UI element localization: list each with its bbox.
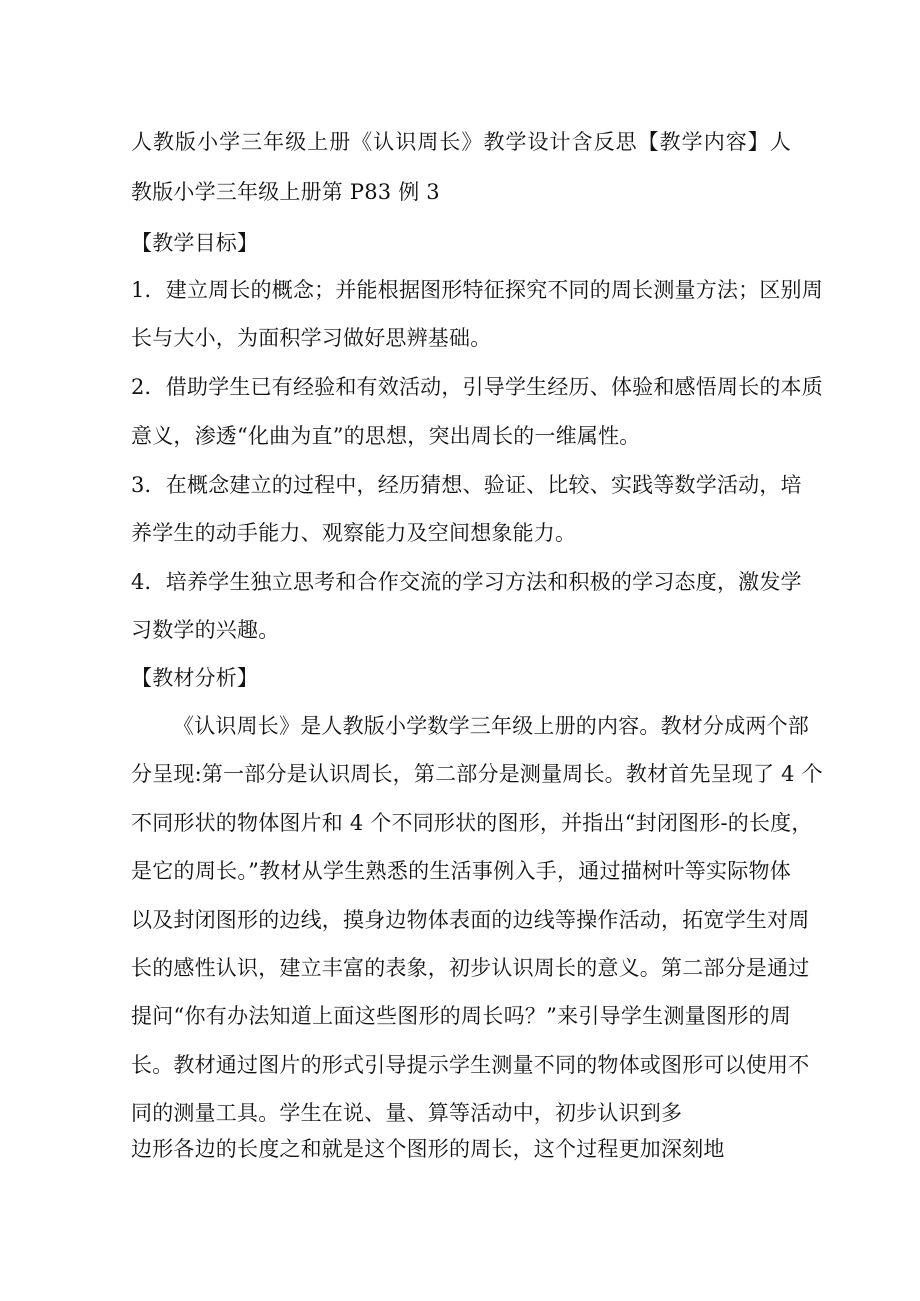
- objective-4-line-2: 习数学的兴趣。: [131, 618, 280, 642]
- objective-3-line-1: 3．在概念建立的过程中，经历猜想、验证、比较、实践等数学活动，培: [131, 473, 802, 497]
- analysis-line-4: 是它的周长。”教材从学生熟悉的生活事例入手，通过描树叶等实际物体: [131, 859, 791, 883]
- title-line-1: 人教版小学三年级上册《认识周长》教学设计含反思【教学内容】人: [131, 130, 791, 154]
- objective-3-line-2: 养学生的动手能力、观察能力及空间想象能力。: [131, 521, 577, 545]
- analysis-line-5: 以及封闭图形的边线，摸身边物体表面的边线等操作活动，拓宽学生对周: [131, 908, 810, 932]
- section-heading-objectives: 【教学目标】: [131, 231, 259, 255]
- objective-1-line-2: 长与大小，为面积学习做好思辨基础。: [131, 326, 492, 350]
- analysis-line-10: 边形各边的长度之和就是这个图形的周长，这个过程更加深刻地: [131, 1137, 725, 1161]
- objective-2-line-1: 2．借助学生已有经验和有效活动，引导学生经历、体验和感悟周长的本质: [131, 375, 823, 399]
- objective-2-line-2: 意义，渗透“化曲为直”的思想，突出周长的一维属性。: [131, 424, 641, 448]
- analysis-line-1: 《认识周长》是人教版小学数学三年级上册的内容。教材分成两个部: [173, 714, 809, 738]
- section-heading-analysis: 【教材分析】: [131, 666, 259, 690]
- objective-1-line-1: 1．建立周长的概念；并能根据图形特征探究不同的周长测量方法；区别周: [131, 278, 823, 302]
- objective-4-line-1: 4．培养学生独立思考和合作交流的学习方法和积极的学习态度，激发学: [131, 570, 802, 594]
- analysis-line-7: 提问“你有办法知道上面这些图形的周长吗？”来引导学生测量图形的周: [131, 1004, 791, 1028]
- analysis-line-8: 长。教材通过图片的形式引导提示学生测量不同的物体或图形可以使用不: [131, 1053, 810, 1077]
- analysis-line-2: 分呈现:第一部分是认识周长，第二部分是测量周长。教材首先呈现了 4 个: [131, 762, 823, 786]
- analysis-line-9: 同的测量工具。学生在说、量、算等活动中，初步认识到多: [131, 1101, 683, 1125]
- title-line-2: 教版小学三年级上册第 P83 例 3: [131, 180, 440, 204]
- analysis-line-6: 长的感性认识，建立丰富的表象，初步认识周长的意义。第二部分是通过: [131, 956, 810, 980]
- analysis-line-3: 不同形状的物体图片和 4 个不同形状的图形，并指出“封闭图形-的长度，: [131, 811, 813, 835]
